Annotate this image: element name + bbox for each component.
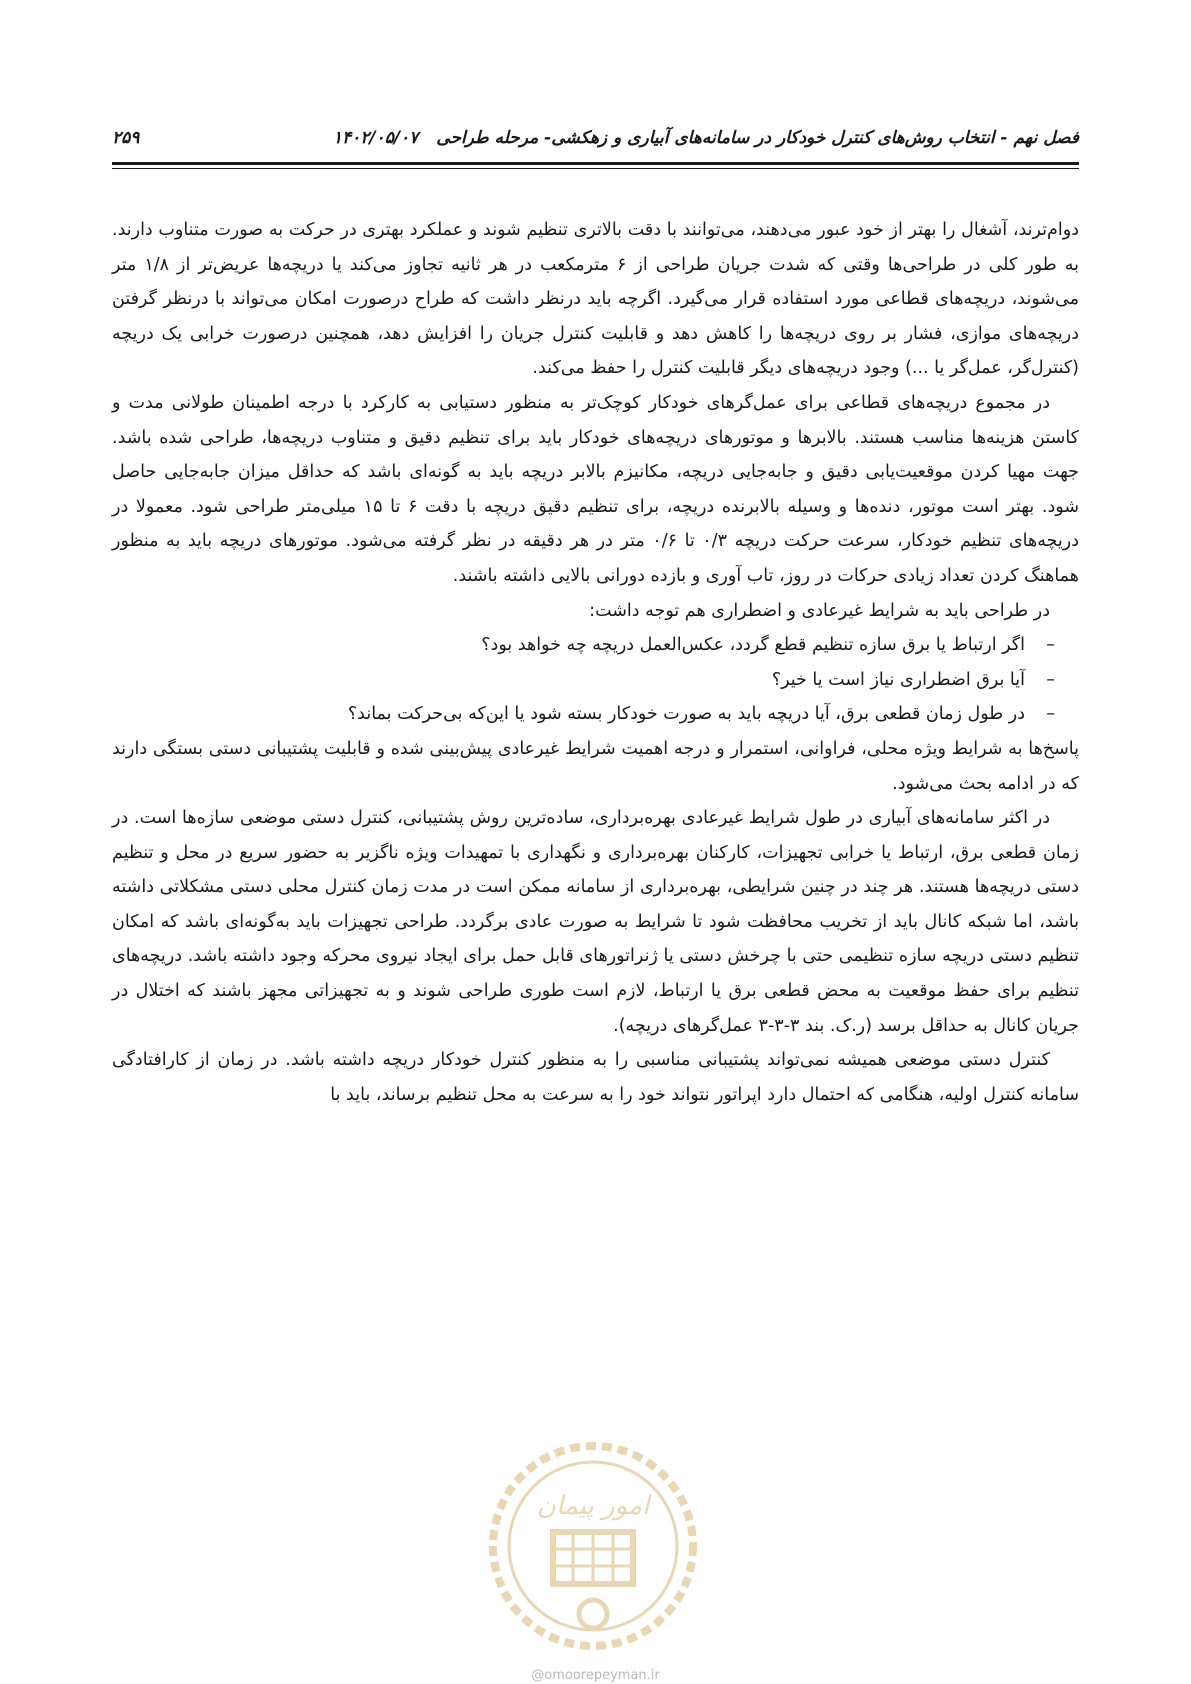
paragraph-3: در طراحی باید به شرایط غیرعادی و اضطراری هم توجه داشت: [589,600,1050,621]
header-rule-thin [112,168,1079,169]
list-item [112,697,1055,732]
watermark-text: امور پیمان [536,1491,650,1521]
paragraph-1: دوام‌ترند، آشغال را بهتر از خود عبور می‌دهند، می‌توانند با دقت بالاتری تنظیم شوند و عملکرد بهتری در حرکت به صورت متناوب دارند. به طور کلی در طراحی‌ها وقتی که شدت جریان طراحی از ۶ مترمکعب در هر ثانیه تجاوز می‌کند یا دریچه‌ها عریض‌تر از ۱/۸ متر می‌شوند، دریچه‌های قطاعی مورد استفاده قرار می‌گیرد. اگرچه باید درنظر داشت که طراح درصورت امکان می‌تواند با درنظر گرفتن دریچه‌های موازی، فشار بر روی دریچه‌ها را کاهش دهد و قابلیت کنترل جریان را افزایش دهد، همچنین درصورت خرابی یک دریچه (کنترل‌گر، عمل‌گر یا ...) وجود دریچه‌های دیگر قابلیت کنترل را حفظ می‌کند. [112,220,1079,379]
list-item [112,628,1055,663]
paragraph-2: در مجموع دریچه‌های قطاعی برای عمل‌گرهای خودکار کوچک‌تر به منظور دستیابی به کارکرد با درجه اطمینان طولانی مدت و کاستن هزینه‌ها مناسب هستند. بالابرها و موتورهای دریچه‌های خودکار باید برای تنظیم دقیق و متناوب دریچه‌ها، طراحی شده باشد. جهت مهیا کردن موقعیت‌یابی دقیق و جابه‌جایی دریچه، مکانیزم بالابر دریچه باید به گونه‌ای باشد که حداقل میزان جابه‌جایی حاصل شود. بهتر است موتور، دنده‌ها و وسیله بالابرنده دریچه، برای تنظیم دقیق دریچه با دقت ۶ تا ۱۵ میلی‌متر طراحی شود. معمولا در دریچه‌های تنظیم خودکار، سرعت حرکت دریچه ۰/۳ تا ۰/۶ متر در هر دقیقه در نظر گرفته می‌شود. موتورهای دریچه باید به منظور هماهنگ کردن تعداد زیادی حرکات در روز، تاب آوری و بازده دورانی بالایی داشته باشند. [112,392,1079,586]
page-header [112,128,1079,164]
bullet-marker: – [1046,704,1055,725]
bullet-text: در طول زمان قطعی برق، آیا دریچه باید به صورت خودکار بسته شود یا این‌که بی‌حرکت بماند؟ [347,704,1025,725]
bullet-marker: – [1046,635,1055,656]
list-item [112,663,1055,698]
page-number: ۲۵۹ [112,128,140,148]
paragraph-4: پاسخ‌ها به شرایط ویژه محلی، فراوانی، استمرار و درجه اهمیت شرایط غیرعادی پیش‌بینی شده و قابلیت پشتیبانی دستی بستگی دارند که در ادامه بحث می‌شود. [112,738,1079,794]
bullet-list [112,628,1079,732]
header-title [333,128,1079,148]
header-rule-thick [112,162,1079,165]
header-date: ۱۴۰۲/۰۵/۰۷ [332,128,419,148]
body-text [112,213,1079,1112]
bullet-text: اگر ارتباط یا برق سازه تنظیم قطع گردد، عکس‌العمل دریچه چه خواهد بود؟ [481,635,1025,656]
watermark-url: @omoorepeyman.ir [531,1668,660,1683]
chapter-title: فصل نهم - انتخاب روش‌های کنترل خودکار در سامانه‌های آبیاری و زهکشی- مرحله طراحی [436,128,1079,148]
bullet-marker: – [1046,669,1055,690]
paragraph-5: در اکثر سامانه‌های آبیاری در طول شرایط غیرعادی بهره‌برداری، ساده‌ترین روش پشتیبانی، کنترل دستی موضعی سازه‌ها است. در زمان قطعی برق، ارتباط یا خرابی تجهیزات، کارکنان بهره‌برداری و نگهداری با تمهیدات ویژه ناگزیر به حضور سریع در محل و تنظیم دستی دریچه‌ها هستند. هر چند در چنین شرایطی، بهره‌برداری از سامانه ممکن است در مدت زمان کنترل محلی دستی مشکلاتی داشته باشد، اما شبکه کانال باید از تخریب محافظت شود تا شرایط به صورت عادی برگردد. طراحی تجهیزات باید به‌گونه‌ای باشد که امکان تنظیم دستی دریچه سازه تنظیمی حتی با چرخش دستی یا ژنراتورهای قابل حمل برای ایجاد نیروی محرکه وجود داشته باشد. دریچه‌های تنظیم برای حفظ موقعیت به محض قطعی برق یا ارتباط، لازم است طوری طراحی شوند و به تجهیزاتی مجهز باشند که اختلال در جریان کانال به حداقل برسد (ر.ک. بند ۳-۳-۳ عمل‌گرهای دریچه). [112,808,1079,1036]
paragraph-6: کنترل دستی موضعی همیشه نمی‌تواند پشتیبانی مناسبی را به منظور کنترل خودکار دریچه داشته باشد. در زمان از کارافتادگی سامانه کنترل اولیه، هنگامی که احتمال دارد اپراتور نتواند خود را به سرعت به محل تنظیم برساند، باید با [112,1050,1079,1105]
bullet-text: آیا برق اضطراری نیاز است یا خیر؟ [771,669,1025,690]
watermark-logo-icon [483,1436,703,1656]
